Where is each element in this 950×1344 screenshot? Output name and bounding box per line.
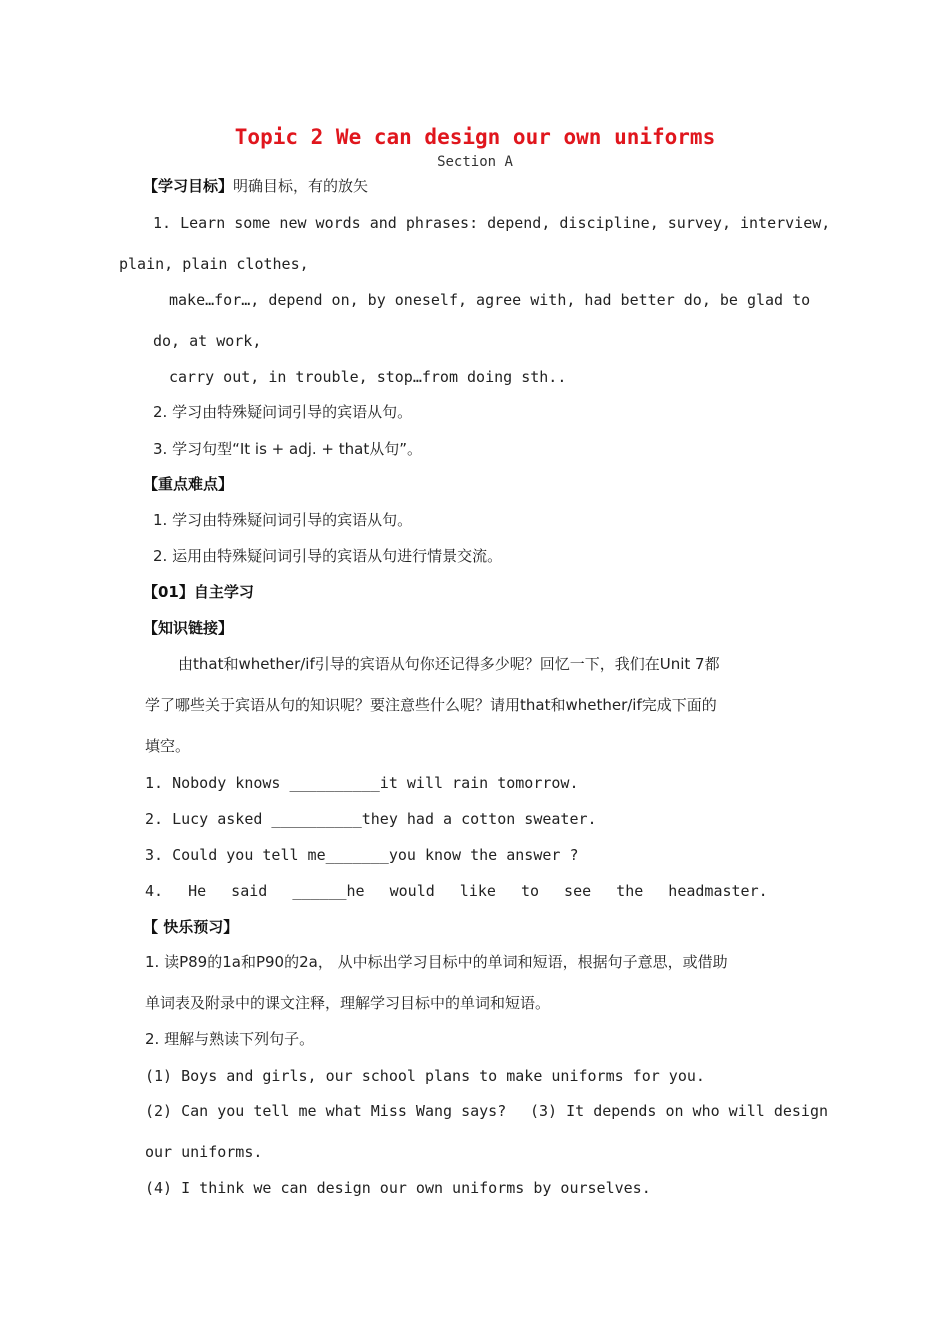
- section-subtitle: Section A: [437, 154, 513, 170]
- knowledge-link-para-line-1: 由that和whether/if引导的宾语从句你还记得多少呢？回忆一下，我们在Unit 7都: [178, 655, 720, 673]
- objective-item-1-line-1: 1. Learn some new words and phrases: depend, discipline, survey, interview,: [153, 214, 831, 232]
- preview-item-1-line-2: 单词表及附录中的课文注释，理解学习目标中的单词和短语。: [145, 994, 551, 1012]
- preview-sentence-3-line-1: (3) It depends on who will design: [530, 1102, 829, 1120]
- preview-sentence-2: (2) Can you tell me what Miss Wang says?: [145, 1102, 507, 1120]
- fill-blank-question-4: 4. He said ______he would like to see the headmaster.: [145, 882, 768, 900]
- objective-item-3: 3. 学习句型“It is + adj. + that从句”。: [153, 440, 422, 458]
- preview-sentence-4: (4) I think we can design our own uniforms by ourselves.: [145, 1179, 651, 1197]
- fill-blank-question-2: 2. Lucy asked __________they had a cotton sweater.: [145, 810, 597, 828]
- objectives-heading: 【学习目标】: [143, 177, 234, 195]
- objective-item-2: 2. 学习由特殊疑问词引导的宾语从句。: [153, 403, 413, 421]
- knowledge-link-para-line-2: 学了哪些关于宾语从句的知识呢？要注意些什么呢？请用that和whether/if完成下面的: [145, 696, 717, 714]
- objective-item-1-line-3: make…for…, depend on, by oneself, agree with, had better do, be glad to: [169, 291, 811, 309]
- preview-sentence-1: (1) Boys and girls, our school plans to make uniforms for you.: [145, 1067, 705, 1085]
- objectives-section: [143, 176, 368, 196]
- fill-blank-question-1: 1. Nobody knows __________it will rain tomorrow.: [145, 774, 579, 792]
- page-title: Topic 2 We can design our own uniforms: [234, 125, 716, 149]
- key-point-item-1: 1. 学习由特殊疑问词引导的宾语从句。: [153, 511, 413, 529]
- objective-item-1-line-4: do, at work,: [153, 332, 262, 350]
- self-study-heading: 【01】自主学习: [143, 583, 254, 601]
- objective-item-1-line-2: plain, plain clothes,: [119, 255, 309, 273]
- objective-item-1-line-5: carry out, in trouble, stop…from doing sth..: [169, 368, 567, 386]
- knowledge-link-heading: 【知识链接】: [143, 619, 234, 637]
- preview-item-2: 2. 理解与熟读下列句子。: [145, 1030, 315, 1048]
- key-points-heading: 【重点难点】: [143, 475, 234, 493]
- knowledge-link-para-line-3: 填空。: [145, 737, 191, 755]
- preview-item-1-line-1: 1. 读P89的1a和P90的2a， 从中标出学习目标中的单词和短语，根据句子意思，或借助: [145, 953, 728, 971]
- preview-heading: 【 快乐预习】: [143, 918, 239, 936]
- preview-sentence-3-line-2: our uniforms.: [145, 1143, 263, 1161]
- fill-blank-question-3: 3. Could you tell me_______you know the answer ?: [145, 846, 579, 864]
- objectives-heading-note: 明确目标，有的放矢: [233, 177, 369, 195]
- key-point-item-2: 2. 运用由特殊疑问词引导的宾语从句进行情景交流。: [153, 547, 503, 565]
